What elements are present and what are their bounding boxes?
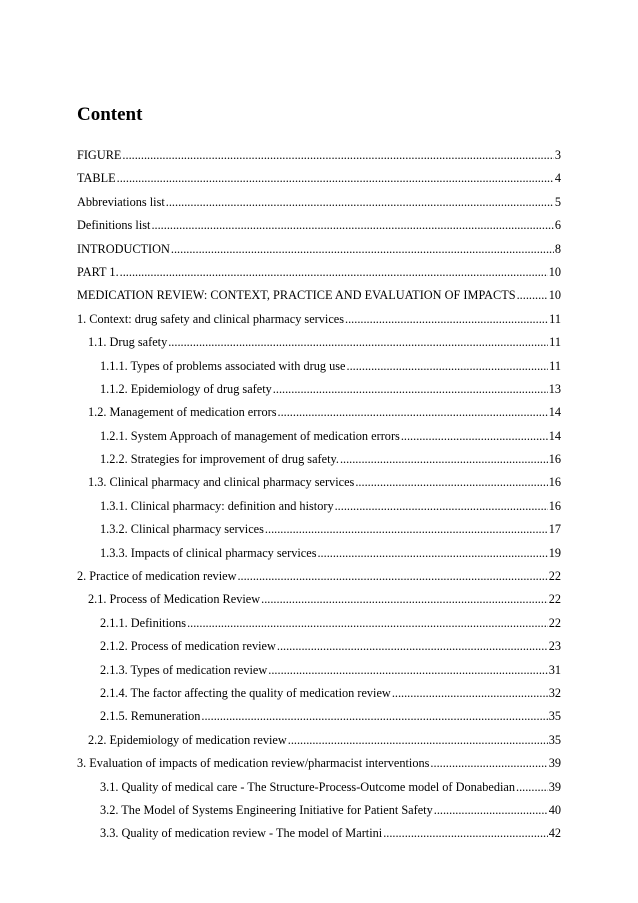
dot-leader [171,238,554,261]
dot-leader [340,448,548,471]
toc-entry-title: Definitions list [77,218,151,233]
dot-leader [201,705,547,728]
toc-entry-page-number: 10 [548,264,561,279]
toc-entry[interactable] [77,214,561,237]
toc-entry-title: TABLE [77,171,116,186]
toc-entry-page-number: 31 [548,662,561,677]
dot-leader [117,167,554,190]
toc-entry-page-number: 8 [554,241,561,256]
toc-heading: Content [77,104,143,125]
toc-entry-title: 1.3.2. Clinical pharmacy services [100,522,264,537]
toc-entry[interactable] [77,612,561,635]
toc-entry-page-number: 11 [549,335,561,350]
dot-leader [430,752,547,775]
toc-entry[interactable] [77,729,561,752]
toc-entry-title: FIGURE [77,148,122,162]
toc-entry-page-number: 10 [548,288,561,303]
toc-entry[interactable] [77,425,561,448]
toc-entry-page-number: 3 [554,148,561,162]
toc-entry[interactable] [77,799,561,822]
toc-entry-title: 1.1. Drug safety [88,335,168,350]
toc-entry[interactable] [77,191,561,214]
toc-entry[interactable] [77,565,561,588]
dot-leader [278,401,548,424]
toc-entry[interactable] [77,261,561,284]
toc-entry-page-number: 22 [548,569,561,584]
dot-leader [268,659,547,682]
dot-leader [317,542,547,565]
toc-entry-title: 1.3. Clinical pharmacy and clinical pharmacy services [88,475,355,490]
dot-leader [517,284,548,307]
toc-entry[interactable] [77,238,561,261]
toc-entry-title: MEDICATION REVIEW: CONTEXT, PRACTICE AND EVALUATION OF IMPACTS [77,288,516,303]
toc-entry-page-number: 42 [548,826,561,841]
toc-entry-title: 1.1.1. Types of problems associated with drug use [100,358,346,373]
toc-entry-title: Abbreviations list [77,194,165,209]
toc-entry-title: 1.3.3. Impacts of clinical pharmacy services [100,545,317,560]
toc-entry-page-number: 16 [548,475,561,490]
dot-leader [277,635,548,658]
toc-entry[interactable] [77,659,561,682]
toc-entry-title: 1.2.1. System Approach of management of medication errors [100,428,400,443]
toc-entry-page-number: 6 [554,218,561,233]
toc-entry-title: 2.1.1. Definitions [100,615,187,630]
toc-entry-title: 2.1.4. The factor affecting the quality of medication review [100,685,391,700]
dot-leader [383,822,548,845]
dot-leader [288,729,548,752]
toc-entry[interactable] [77,167,561,190]
toc-entry[interactable] [77,378,561,401]
toc-entry-title: 3.3. Quality of medication review - The model of Martini [100,826,383,841]
toc-entry-title: 1.3.1. Clinical pharmacy: definition and history [100,498,334,513]
toc-entry-title: PART 1. [77,264,119,279]
toc-entry[interactable] [77,542,561,565]
toc-entry-title: 3.1. Quality of medical care - The Structure-Process-Outcome model of Donabedian [100,779,515,794]
dot-leader [345,308,548,331]
toc-entry-title: 2.1.2. Process of medication review [100,639,276,654]
dot-leader [347,355,549,378]
toc-entry[interactable] [77,144,561,167]
dot-leader [335,495,548,518]
dot-leader [392,682,548,705]
toc-entry[interactable] [77,752,561,775]
toc-entry-page-number: 19 [548,545,561,560]
toc-entry-page-number: 39 [548,756,561,771]
dot-leader [265,518,548,541]
dot-leader [120,261,548,284]
toc-entry[interactable] [77,284,561,307]
toc-entry-title: 2.1.5. Remuneration [100,709,201,724]
dot-leader [168,331,548,354]
toc-entry-page-number: 35 [548,709,561,724]
toc-entry[interactable] [77,635,561,658]
toc-entry-page-number: 16 [548,452,561,467]
dot-leader [401,425,548,448]
toc-entry-title: 2.2. Epidemiology of medication review [88,732,287,747]
dot-leader [355,471,547,494]
toc-entry[interactable] [77,588,561,611]
toc-entry[interactable] [77,705,561,728]
dot-leader [273,378,548,401]
toc-entry-page-number: 17 [548,522,561,537]
toc-entry-page-number: 32 [548,685,561,700]
dot-leader [166,191,554,214]
toc-entry-title: 2. Practice of medication review [77,569,237,584]
toc-entry[interactable] [77,448,561,471]
dot-leader [237,565,547,588]
toc-entry-page-number: 22 [548,615,561,630]
toc-entry-page-number: 13 [548,381,561,396]
toc-entry[interactable] [77,518,561,541]
dot-leader [516,776,548,799]
toc-entry-title: INTRODUCTION [77,241,170,256]
dot-leader [122,144,553,167]
toc-entry[interactable] [77,471,561,494]
toc-entry[interactable] [77,355,561,378]
toc-entry-title: 2.1.3. Types of medication review [100,662,268,677]
dot-leader [261,588,548,611]
toc-entry-page-number: 35 [548,732,561,747]
toc-entry-page-number: 11 [549,358,561,373]
toc-entry-title: 1.1.2. Epidemiology of drug safety [100,381,272,396]
toc-entry-page-number: 11 [549,311,561,326]
toc-entry-page-number: 14 [548,405,561,420]
toc-entry[interactable] [77,401,561,424]
table-of-contents [77,144,561,846]
toc-entry[interactable] [77,776,561,799]
dot-leader [434,799,548,822]
toc-entry-title: 1. Context: drug safety and clinical pharmacy services [77,311,345,326]
toc-entry-page-number: 23 [548,639,561,654]
toc-entry-page-number: 5 [554,194,561,209]
toc-entry-title: 3.2. The Model of Systems Engineering Initiative for Patient Safety [100,802,433,817]
toc-entry-title: 3. Evaluation of impacts of medication review/pharmacist interventions [77,756,430,771]
toc-entry[interactable] [77,822,561,845]
toc-entry-page-number: 40 [548,802,561,817]
toc-entry[interactable] [77,682,561,705]
toc-entry-page-number: 22 [548,592,561,607]
toc-entry-page-number: 39 [548,779,561,794]
toc-entry-title: 1.2. Management of medication errors [88,405,277,420]
toc-entry[interactable] [77,308,561,331]
dot-leader [151,214,553,237]
toc-entry[interactable] [77,331,561,354]
toc-entry-title: 1.2.2. Strategies for improvement of drug safety. [100,452,339,467]
toc-entry-page-number: 16 [548,498,561,513]
toc-entry-page-number: 14 [548,428,561,443]
dot-leader [187,612,548,635]
toc-entry-title: 2.1. Process of Medication Review [88,592,261,607]
toc-entry-page-number: 4 [554,171,561,186]
toc-entry[interactable] [77,495,561,518]
